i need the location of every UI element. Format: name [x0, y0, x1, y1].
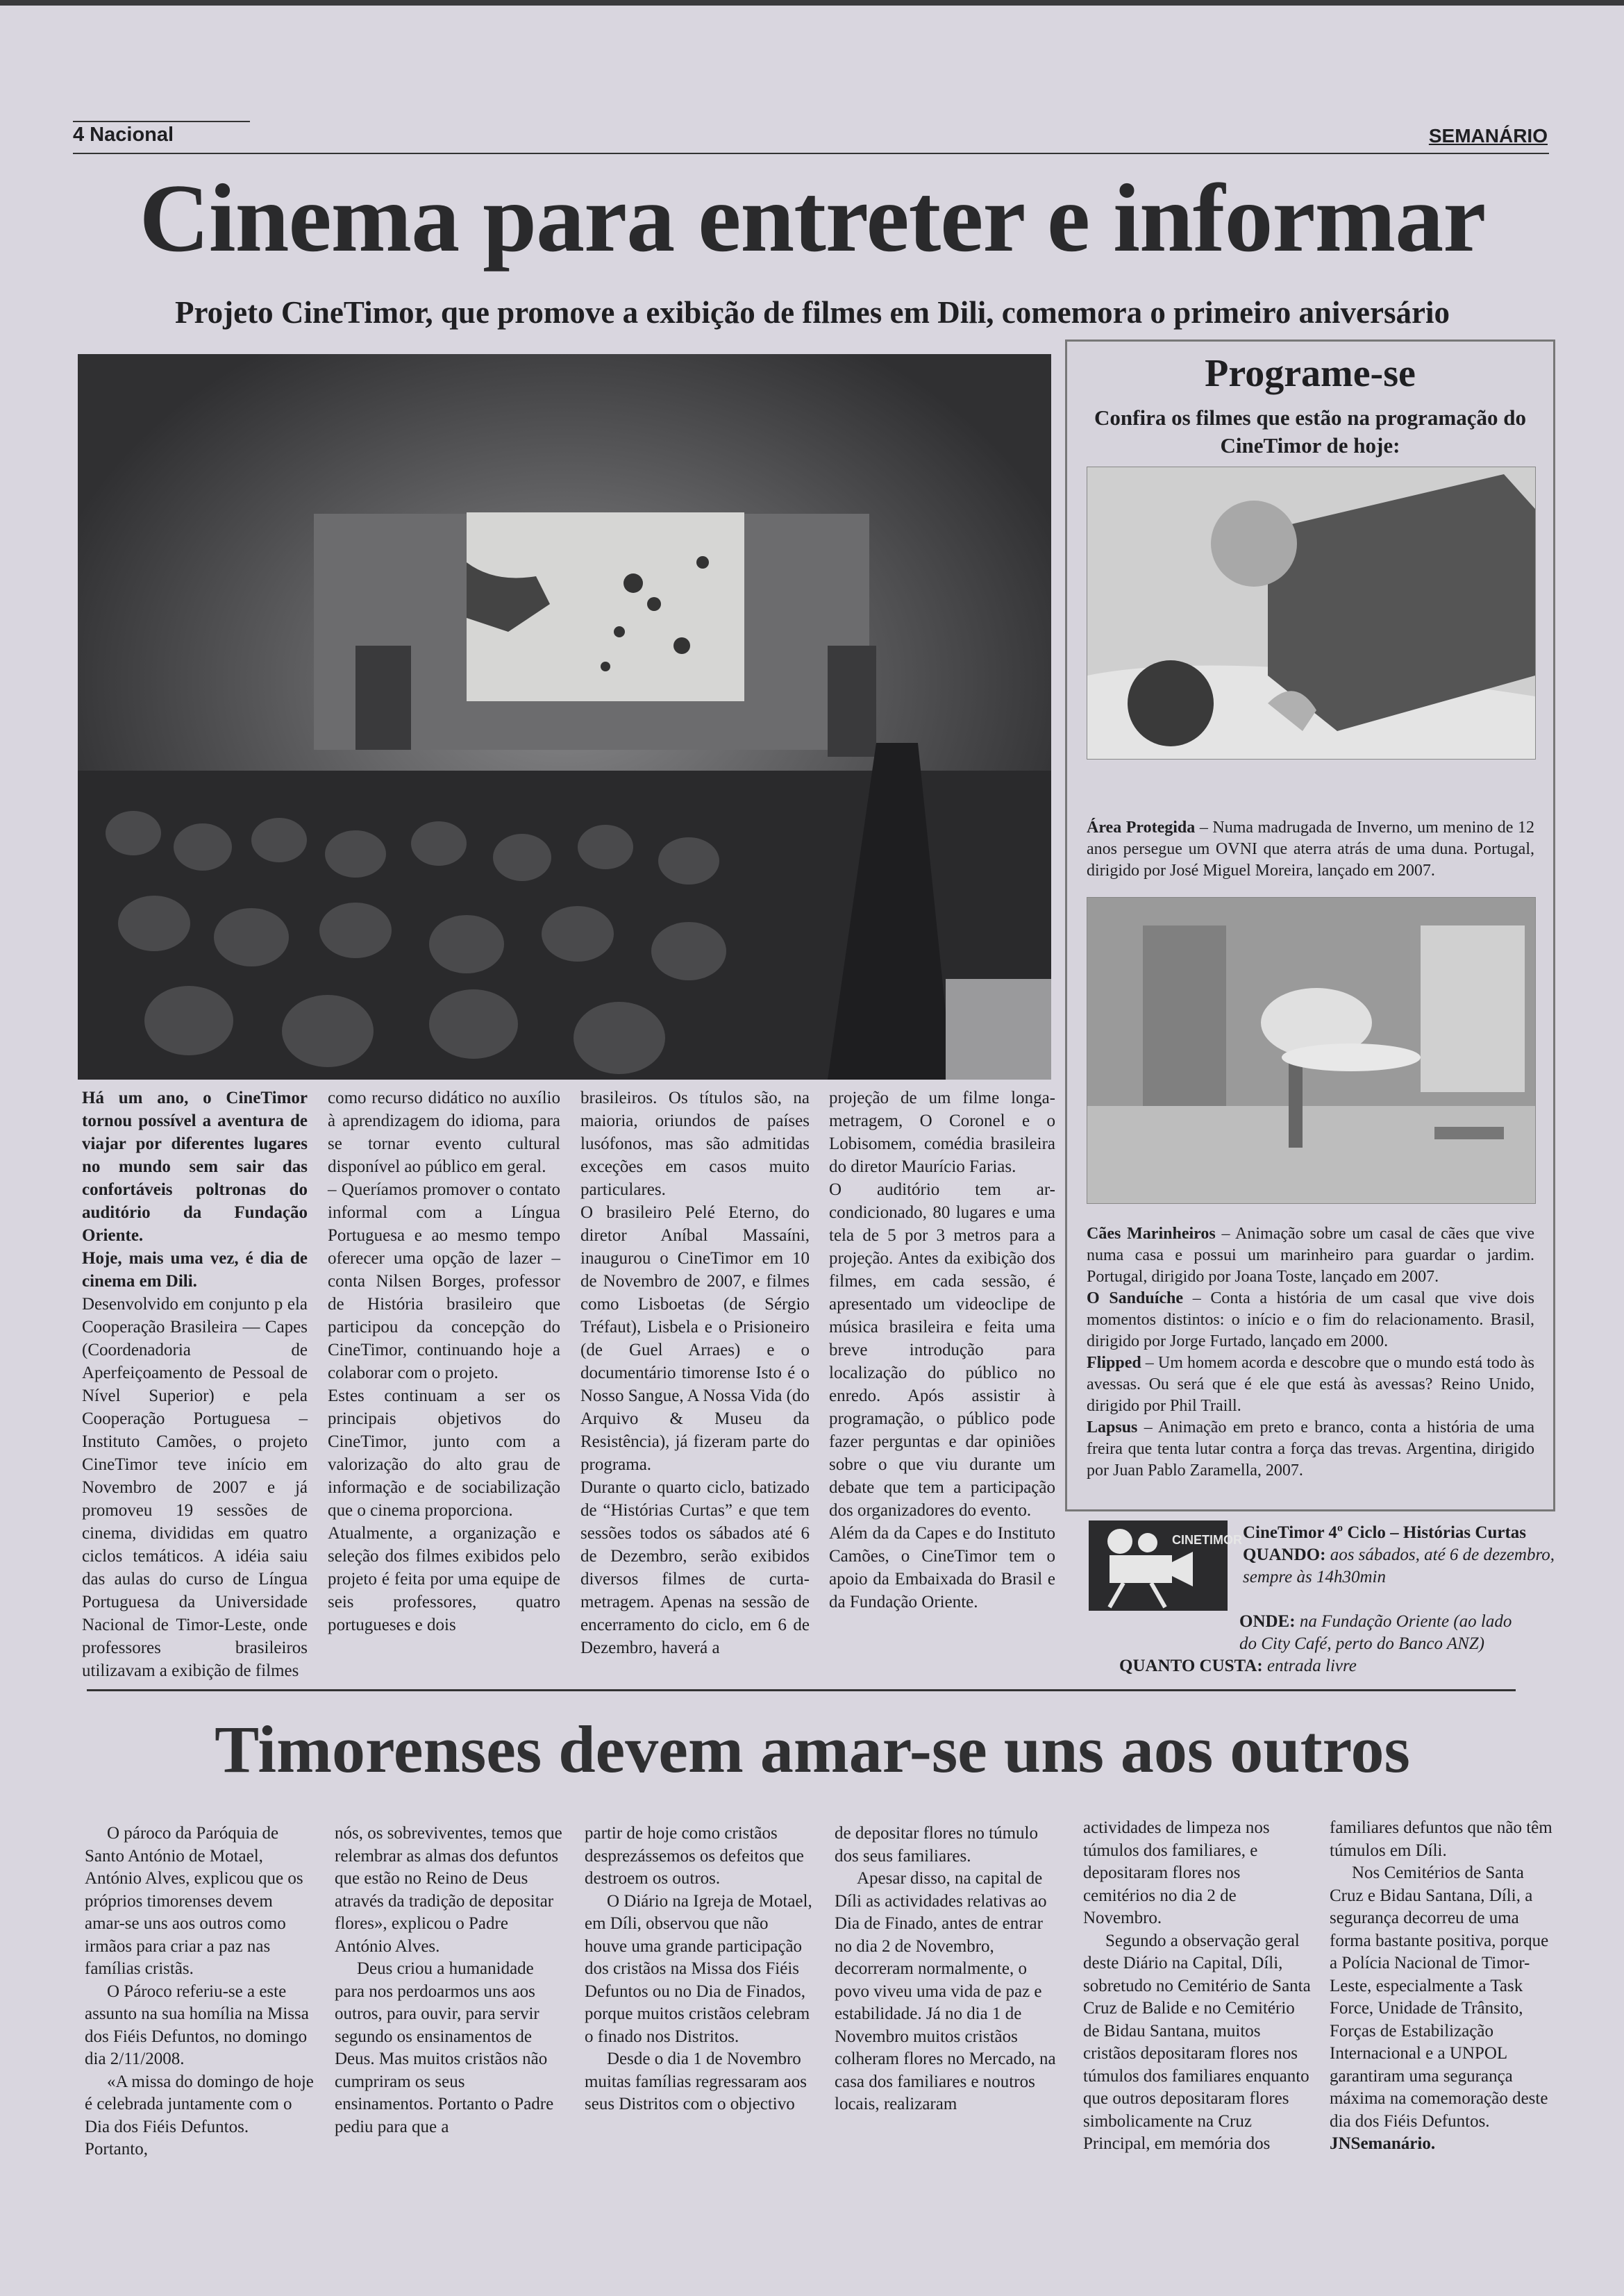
film-description: – Numa madrugada de Inverno, um menino de 12 anos persegue um OVNI que aterra atrás de uma duna. Portugal, dirigido por José Miguel Moreira, lançado em 2007. — [1087, 819, 1534, 880]
divider — [73, 153, 1549, 154]
paragraph: O Diário na Igreja de Motael, em Díli, observou que não houve uma grande participação dos cristãos na Missa dos Fiéis Defuntos ou no Dia de Finados, porque muitos cristãos celebram o finado nos Distritos. — [585, 1891, 812, 2046]
logo-wordmark: CINETIMOR — [1172, 1533, 1242, 1547]
lead-paragraph: Há um ano, o CineTimor tornou possível a aventura de viajar por diferentes lugares no mundo sem sair das confortáveis poltronas do auditório da Fundação Oriente. — [82, 1089, 308, 1245]
film-caption — [1087, 1223, 1534, 1482]
divider — [87, 1689, 1516, 1691]
paragraph: Nos Cemitérios de Santa Cruz e Bidau Santana, Díli, a segurança decorreu de uma forma bastante positiva, porque a Polícia Nacional de Timor-Leste, especialmente a Task Force, Unidade de Trânsito, Forças de Estabilização Internacional e a UNPOL garantiram uma segurança máxima na comemoração deste dia dos Fiéis Defuntos. — [1330, 1863, 1549, 2131]
article-column-2 — [328, 1087, 560, 1636]
paragraph: O pároco da Paróquia de Santo António de Motael, António Alves, explicou que os próprios timorenses devem amar-se uns aos outros como irmãos para criar a paz nas famílias cristãs. — [85, 1824, 303, 1978]
camera-icon — [1089, 1520, 1242, 1611]
paragraph: projeção de um filme longa-metragem, O Coronel e o Lobisomem, comédia brasileira do diretor Maurício Farias. — [829, 1089, 1055, 1176]
paragraph: actividades de limpeza nos túmulos dos familiares, e depositaram flores nos cemitérios no dia 2 de Novembro. — [1083, 1818, 1270, 1927]
article-column-1 — [82, 1087, 308, 1682]
cinetimor-logo — [1089, 1520, 1242, 1611]
paragraph: Desenvolvido em conjunto p ela Cooperação Brasileira — Capes (Coordenadoria de Aperfeiçoamento de Pessoal de Nível Superior) e pela Cooperação Portuguesa – Instituto Camões, o projeto CineTimor teve início em Novembro de 2007 e já promoveu 19 sessões de cinema, divididas em quatro ciclos temáticos. A idéia saiu das aulas do curso de Língua Portuguesa da Universidade Nacional de Timor-Leste, onde professores brasileiros utilizavam a exibição de filmes — [82, 1295, 308, 1680]
paragraph: nós, os sobreviventes, temos que relembrar as almas dos defuntos que estão no Reino de Deus através da tradição de depositar flores», explicou o Padre António Alves. — [335, 1824, 562, 1956]
cost-label: QUANTO CUSTA: — [1119, 1657, 1263, 1675]
paragraph: brasileiros. Os títulos são, na maioria, oriundos de países lusófonos, mas são admitidas exceções em casos muito particulares. — [580, 1089, 810, 1199]
article-column-1 — [85, 1822, 314, 2161]
when-label: QUANDO: — [1243, 1545, 1326, 1564]
film-title: Lapsus — [1087, 1418, 1138, 1436]
article-column-4 — [835, 1822, 1064, 2116]
film-description: – Um homem acorda e descobre que o mundo está todo às avessas. Ou será que é ele que está às avessas? Reino Unido, dirigido por Phil Traill. — [1087, 1354, 1534, 1415]
cinema-photo — [78, 354, 1051, 1080]
when-value: aos sábados, até 6 de dezembro, sempre às 14h30min — [1243, 1545, 1555, 1586]
paragraph: de depositar flores no túmulo dos seus familiares. — [835, 1824, 1038, 1866]
article-column-2 — [335, 1822, 564, 2138]
article-column-3 — [585, 1822, 814, 2116]
film-caption — [1087, 817, 1534, 882]
paragraph: Apesar disso, na capital de Díli as actividades relativas ao Dia de Finado, antes de entrar no dia 2 de Novembro, decorreram normalmente, o povo viveu uma vida de paz e estabilidade. Já no dia 1 de Novembro muitos cristãos colheram flores no Mercado, na casa dos familiares e noutros locais, realizaram — [835, 1869, 1056, 2113]
lead-paragraph: Hoje, mais uma vez, é dia de cinema em Dili. — [82, 1249, 308, 1291]
paragraph: partir de hoje como cristãos desprezássemos os defeitos que destroem os outros. — [585, 1824, 804, 1888]
paragraph: Estes continuam a ser os principais objetivos do CineTimor, junto com a valorização do alto grau de informação e de sociabilização que o cinema proporciona. — [328, 1386, 560, 1520]
film-still-illustration — [1087, 467, 1535, 759]
article-column-4 — [829, 1087, 1055, 1614]
paragraph: Desde o dia 1 de Novembro muitas famílias regressaram aos seus Distritos com o objectivo — [585, 2050, 807, 2113]
where-label: ONDE: — [1239, 1612, 1296, 1631]
cinema-illustration — [78, 354, 1051, 1080]
article-column-6 — [1330, 1817, 1559, 2156]
paragraph: Além da da Capes e do Instituto Camões, o CineTimor tem o apoio da Embaixada do Brasil e da Fundação Oriente. — [829, 1524, 1055, 1611]
paragraph: como recurso didático no auxílio à aprendizagem do idioma, para se tornar evento cultural disponível ao público em geral. — [328, 1089, 560, 1176]
where-value: na Fundação Oriente (ao lado do City Café, perto do Banco ANZ) — [1239, 1612, 1512, 1653]
paragraph: O brasileiro Pelé Eterno, do diretor Aníbal Massaíni, inaugurou o CineTimor em 10 de Novembro de 2007, e filmes como Lisboetas (de Sérgio Tréfaut), Lisbela e o Prisioneiro (de Guel Arraes) e o documentário timorense Isto é o Nosso Sangue, A Nossa Vida (do Arquivo & Museu da Resistência), já fizeram parte do programa. — [580, 1203, 810, 1474]
film-description: – Conta a história de um casal que vive dois momentos distintos: o início e o fim do relacionamento. Brasil, dirigido por Jorge Furtado, lançado em 2000. — [1087, 1289, 1535, 1350]
film-still-illustration — [1087, 898, 1535, 1203]
article-subhead: Projeto CineTimor, que promove a exibição de filmes em Dili, comemora o primeiro aniversário — [175, 295, 1450, 330]
film-description: – Animação em preto e branco, conta a história de uma freira que tenta lutar contra a força das trevas. Argentina, dirigido por Juan Pablo Zaramella, 2007. — [1087, 1418, 1534, 1480]
paragraph: Deus criou a humanidade para nos perdoarmos uns aos outros, para ouvir, para servir segundo os ensinamentos de Deus. Mas muitos cristãos não cumpriram os seus ensinamentos. Portanto o Padre pediu para que a — [335, 1959, 554, 2136]
film-description: – Animação sobre um casal de cães que vive numa casa e possui um marinheiro para guardar o jardim. Portugal, dirigido por Joana Toste, lançado em 2007. — [1087, 1225, 1534, 1286]
film-still-caes-marinheiros — [1087, 897, 1536, 1204]
sidebar-title: Programe-se — [1205, 352, 1416, 395]
author-signature: JNSemanário. — [1330, 2134, 1436, 2153]
film-still-area-protegida — [1087, 467, 1536, 760]
top-edge — [0, 0, 1624, 6]
film-title: O Sanduíche — [1087, 1289, 1184, 1307]
film-title: Área Protegida — [1087, 819, 1196, 837]
cycle-title: CineTimor 4º Ciclo – Histórias Curtas — [1243, 1523, 1527, 1542]
paragraph: – Queríamos promover o contato informal com a Língua Portuguesa e ao mesmo tempo oferecer uma opção de lazer – conta Nilsen Borges, professor de História brasileiro que participou da concepção do CineTimor, continuando hoje a colaborar com o projeto. — [328, 1180, 560, 1382]
info-box-location — [1083, 1611, 1527, 1677]
paragraph: Durante o quarto ciclo, batizado de “Histórias Curtas” e que tem sessões todos os sábados até 6 de Dezembro, serão exibidos diversos filmes de curta-metragem. Apenas na sessão de encerramento do ciclo, em 6 de Dezembro, haverá a — [580, 1478, 810, 1657]
program-sidebar — [1065, 340, 1555, 1511]
article-column-3 — [580, 1087, 810, 1659]
paragraph: Segundo a observação geral deste Diário na Capital, Díli, sobretudo no Cemitério de Santa Cruz de Balide e no Cemitério de Bidau Santana, muitos cristãos depositaram flores nos túmulos dos familiares enquanto que outros depositaram flores simbolicamente na Cruz Principal, em memória dos — [1083, 1931, 1311, 2153]
page-label: 4 Nacional — [73, 124, 174, 146]
paragraph: Atualmente, a organização e seleção dos filmes exibidos pelo projeto é feita por uma equipe de seis professores, quatro portugueses e dois — [328, 1524, 560, 1634]
info-box — [1243, 1522, 1562, 1589]
paragraph: O auditório tem ar-condicionado, 80 lugares e uma tela de 5 por 3 metros para a projeção. Antes da exibição dos filmes, em cada sessão, é apresentado um videoclipe de música brasileira e feita uma breve introdução para localização do público no enredo. Após assistir à programação, o público pode fazer perguntas e dar opiniões sobre o que viu durante um debate que tem a participação dos organizadores do evento. — [829, 1180, 1055, 1520]
film-title: Cães Marinheiros — [1087, 1225, 1216, 1243]
divider — [73, 121, 250, 122]
paragraph: familiares defuntos que não têm túmulos em Díli. — [1330, 1818, 1552, 1860]
paragraph: «A missa do domingo de hoje é celebrada juntamente com o Dia dos Fiéis Defuntos. Portanto, — [85, 2072, 314, 2159]
article-headline: Cinema para entreter e informar — [139, 165, 1486, 272]
article-headline: Timorenses devem amar-se uns aos outros — [215, 1712, 1410, 1786]
sidebar-subtitle: Confira os filmes que estão na programação do CineTimor de hoje: — [1094, 405, 1526, 458]
film-title: Flipped — [1087, 1354, 1141, 1372]
cost-value: entrada livre — [1262, 1657, 1357, 1675]
brand-name: SEMANÁRIO — [1428, 125, 1548, 146]
paragraph: O Pároco referiu-se a este assunto na sua homília na Missa dos Fiéis Defuntos, no domingo dia 2/11/2008. — [85, 1981, 309, 2068]
article-column-5 — [1083, 1817, 1312, 2156]
